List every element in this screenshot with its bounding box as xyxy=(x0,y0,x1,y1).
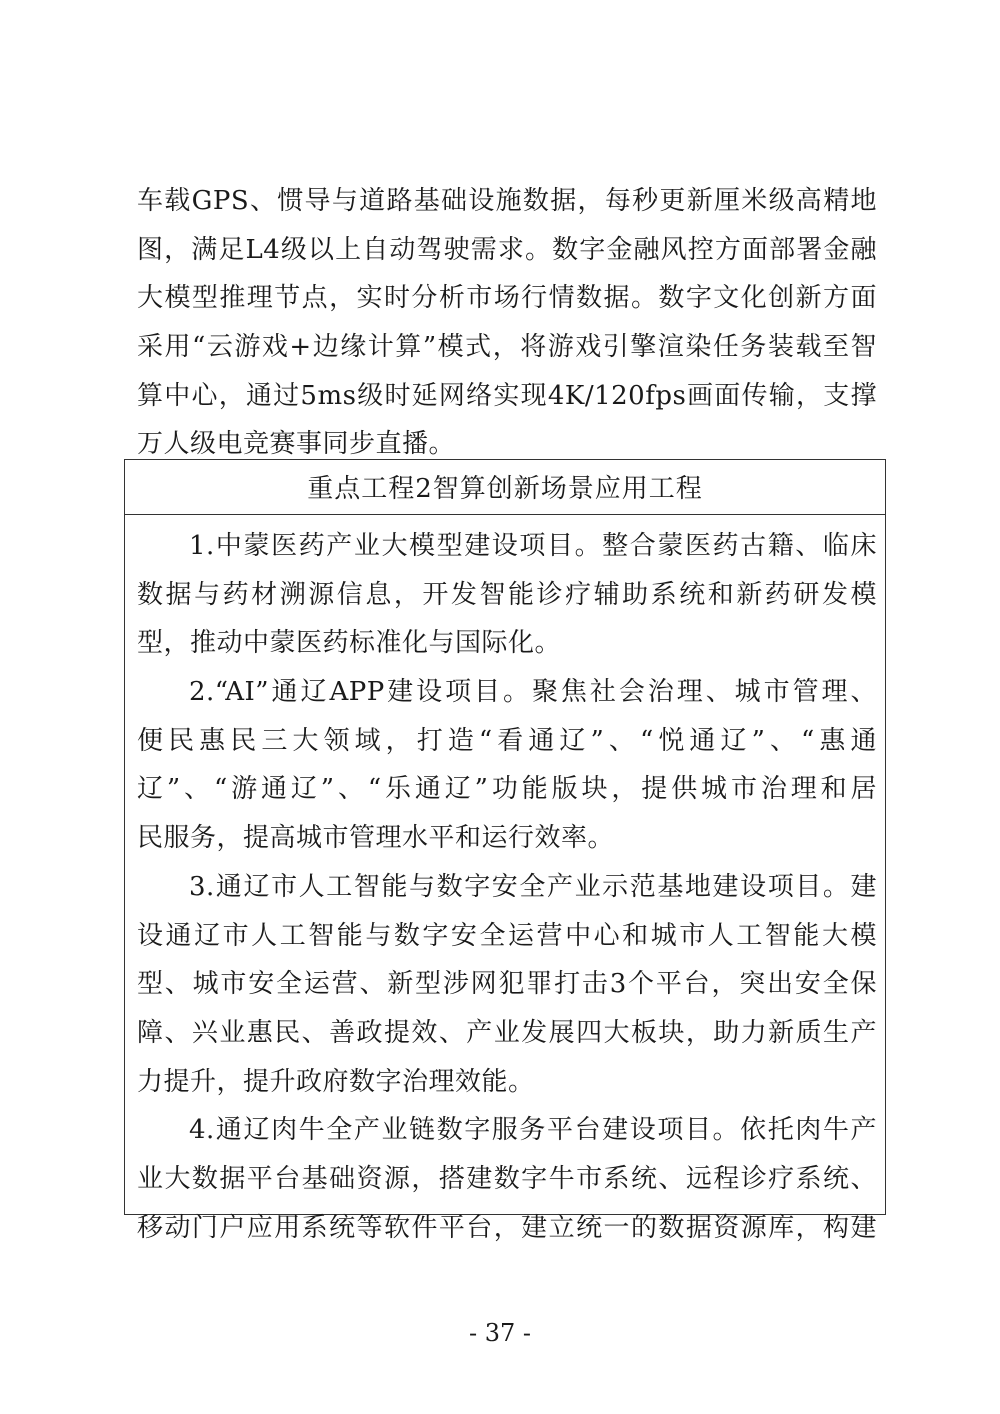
project-item-line: 2.“AI”通辽APP建设项目。聚焦社会治理、城市管理、 xyxy=(189,677,877,708)
key-project-title: 重点工程2智算创新场景应用工程 xyxy=(125,460,885,515)
project-item-line: 3.通辽市人工智能与数字安全产业示范基地建设项目。建 xyxy=(189,871,877,902)
project-item-line: 数据与药材溯源信息，开发智能诊疗辅助系统和新药研发模 xyxy=(137,579,877,610)
paragraph-line: 算中心，通过5ms级时延网络实现4K/120fps画面传输，支撑 xyxy=(137,380,877,411)
project-item-line: 4.通辽肉牛全产业链数字服务平台建设项目。依托肉牛产 xyxy=(189,1115,877,1146)
project-item-line: 业大数据平台基础资源，搭建数字牛市系统、远程诊疗系统、 xyxy=(137,1163,877,1194)
project-item-line: 移动门户应用系统等软件平台，建立统一的数据资源库，构建 xyxy=(137,1212,877,1243)
key-project-body xyxy=(137,522,877,1252)
project-item-line: 障、兴业惠民、善政提效、产业发展四大板块，助力新质生产 xyxy=(137,1017,877,1048)
project-item-line: 型、城市安全运营、新型涉网犯罪打击3个平台，突出安全保 xyxy=(137,969,877,1000)
project-item-line: 便民惠民三大领域，打造“看通辽”、“悦通辽”、“惠通 xyxy=(137,725,877,756)
paragraph-line: 大模型推理节点，实时分析市场行情数据。数字文化创新方面 xyxy=(137,283,877,314)
key-project-box xyxy=(124,459,886,1243)
paragraph-line: 万人级电竞赛事同步直播。 xyxy=(137,429,456,460)
intro-paragraph xyxy=(137,177,877,469)
page-number: - 37 - xyxy=(468,1319,531,1347)
project-item-line: 1.中蒙医药产业大模型建设项目。整合蒙医药古籍、临床 xyxy=(189,531,877,561)
paragraph-line: 车载GPS、惯导与道路基础设施数据，每秒更新厘米级高精地 xyxy=(137,186,877,216)
project-item-line: 辽”、“游通辽”、“乐通辽”功能版块，提供城市治理和居 xyxy=(137,774,877,805)
project-item-line: 型，推动中蒙医药标准化与国际化。 xyxy=(137,628,562,659)
paragraph-line: 图，满足L4级以上自动驾驶需求。数字金融风控方面部署金融 xyxy=(137,234,877,265)
project-item-line: 设通辽市人工智能与数字安全运营中心和城市人工智能大模 xyxy=(137,920,877,951)
paragraph-line: 采用“云游戏+边缘计算”模式，将游戏引擎渲染任务装载至智 xyxy=(137,332,877,363)
project-item-line: 力提升，提升政府数字治理效能。 xyxy=(137,1066,535,1097)
project-item-line: 民服务，提高城市管理水平和运行效率。 xyxy=(137,823,615,854)
